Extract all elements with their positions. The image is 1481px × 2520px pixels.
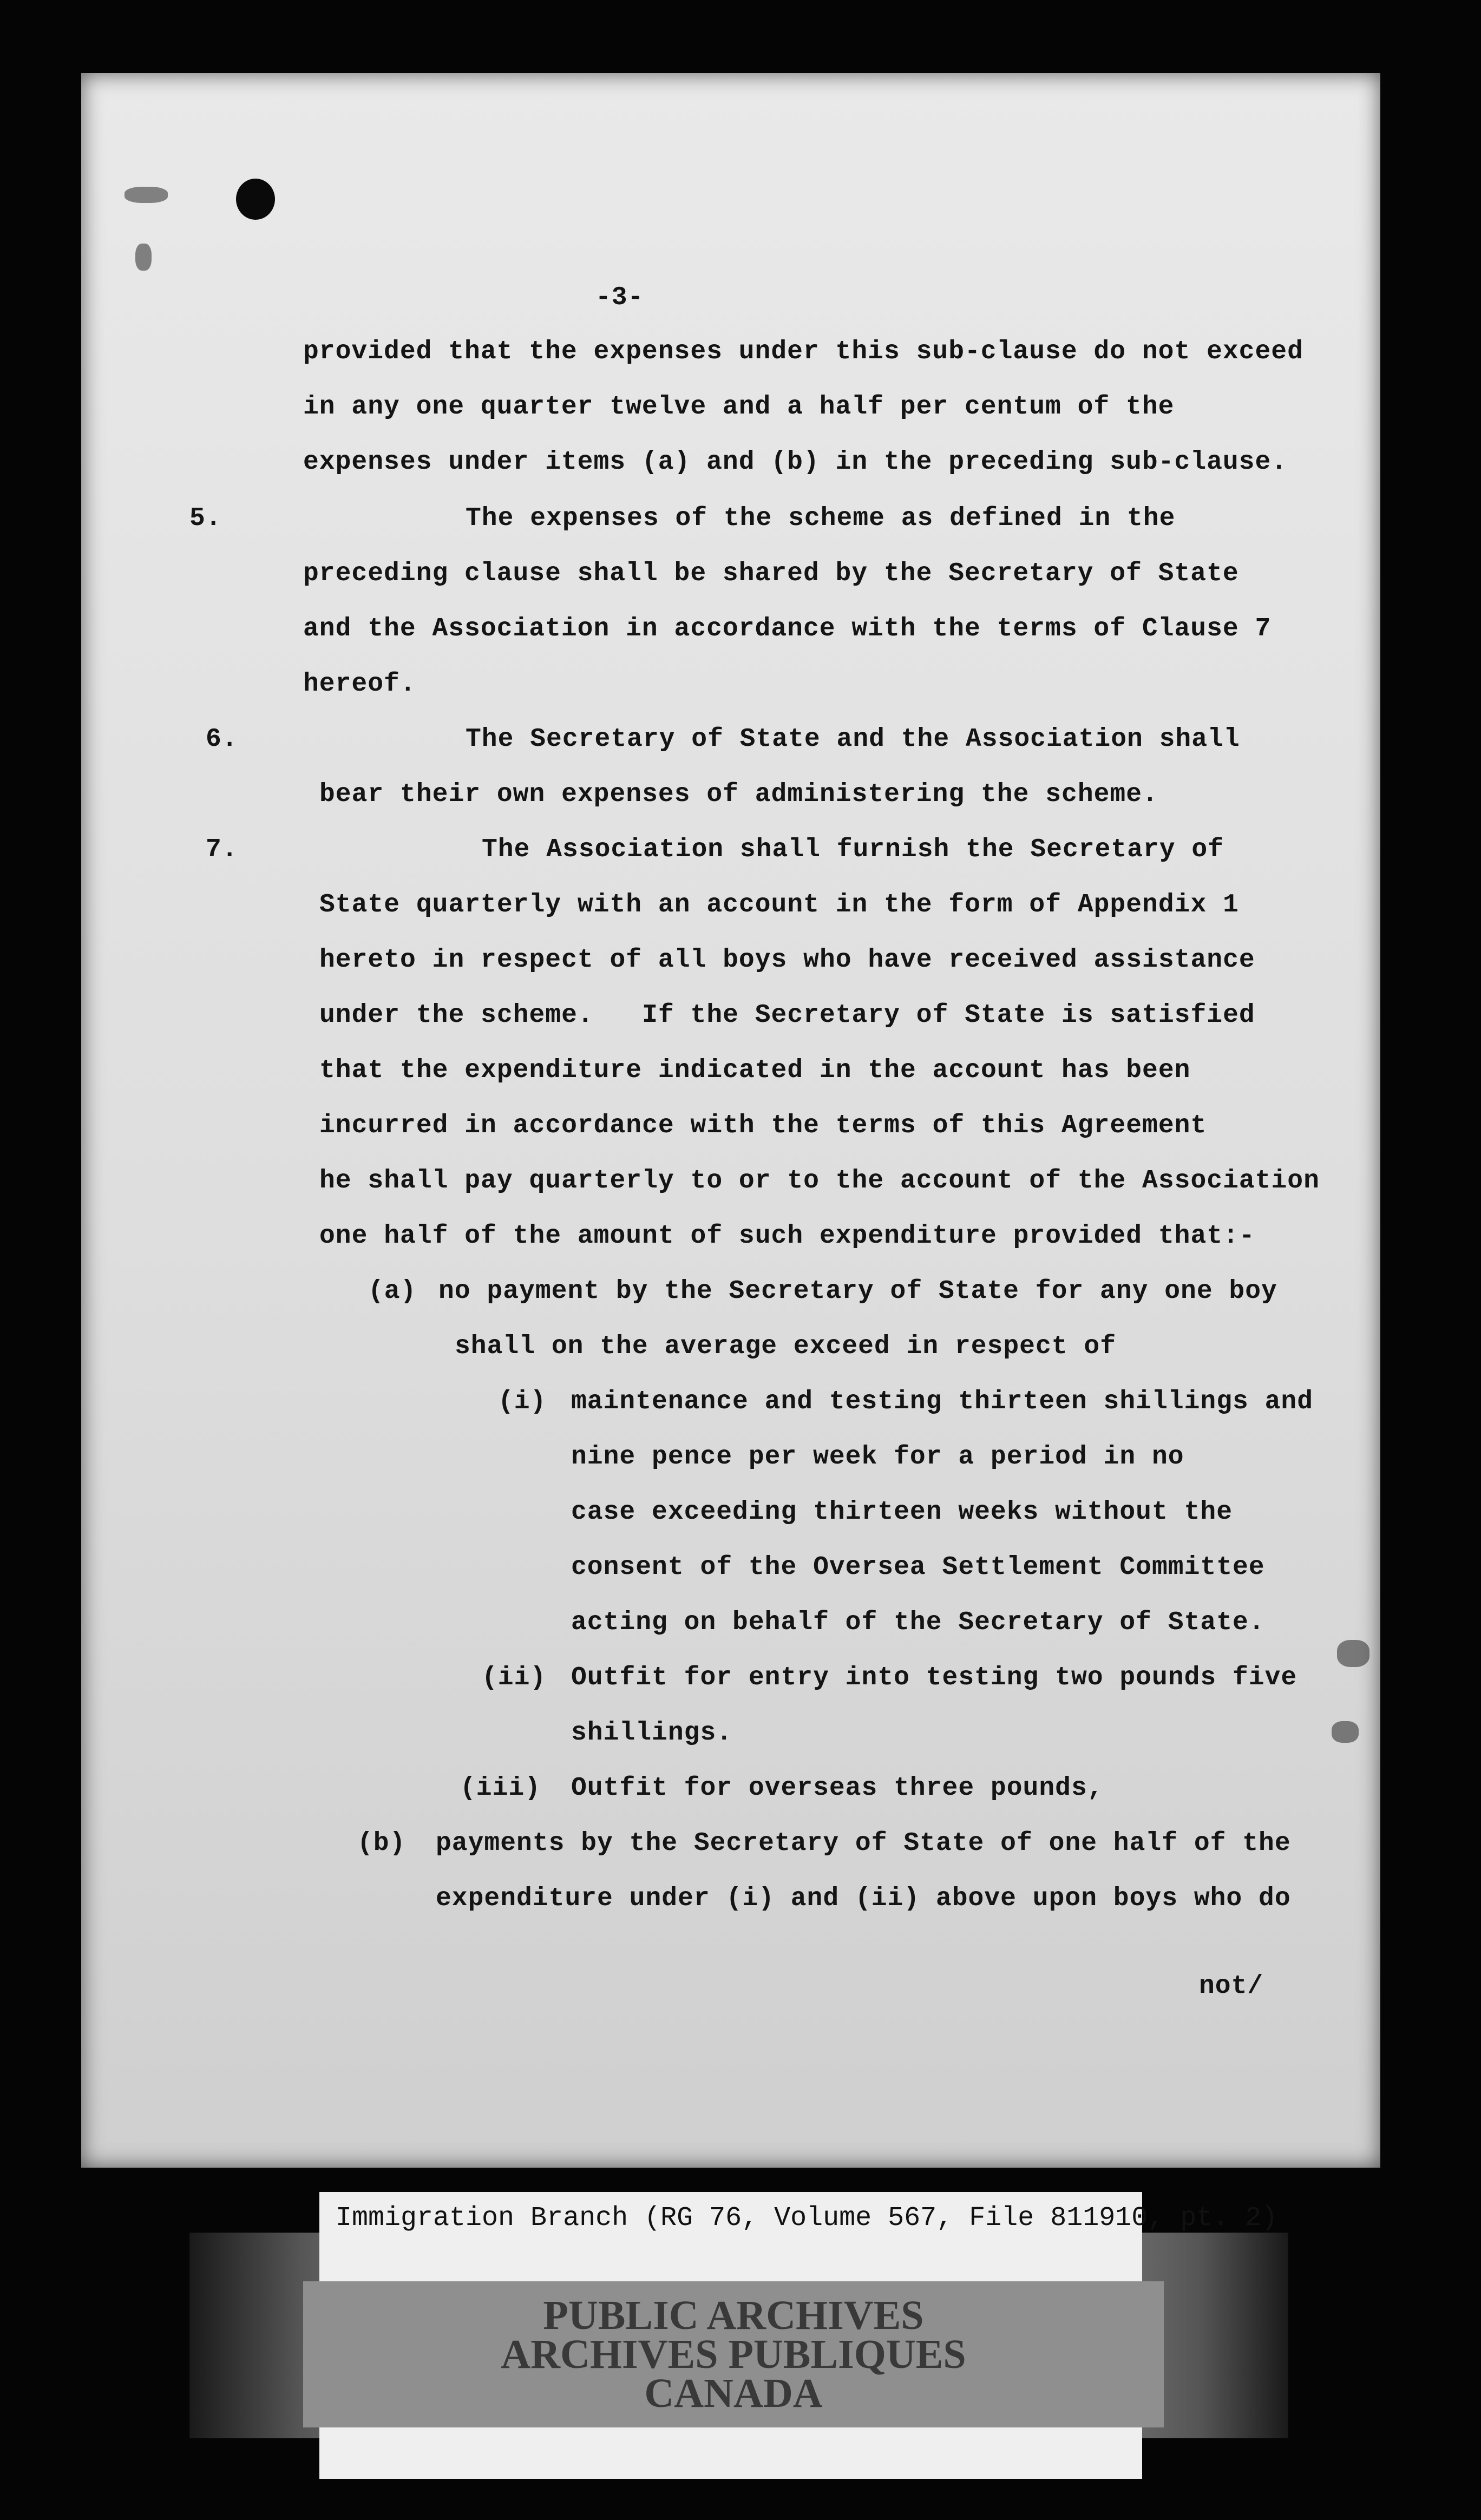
- edge-smudge: [1337, 1640, 1369, 1667]
- item-label: (ii): [482, 1663, 547, 1692]
- text-line: hereto in respect of all boys who have received assistance: [319, 946, 1255, 975]
- text-line: Outfit for entry into testing two pounds five: [571, 1663, 1297, 1692]
- text-line: shillings.: [571, 1718, 733, 1748]
- item-label: (a): [368, 1277, 417, 1306]
- item-label: (iii): [460, 1774, 541, 1803]
- text-line: acting on behalf of the Secretary of State.: [571, 1608, 1265, 1637]
- text-line: expenditure under (i) and (ii) above upon boys who do: [436, 1884, 1291, 1913]
- archive-stamp-line: ARCHIVES PUBLIQUES: [501, 2332, 966, 2377]
- text-line: one half of the amount of such expenditure provided that:-: [319, 1222, 1255, 1251]
- text-line: in any one quarter twelve and a half per centum of the: [303, 392, 1175, 422]
- text-line: consent of the Oversea Settlement Committee: [571, 1553, 1265, 1582]
- text-line: State quarterly with an account in the form of Appendix 1: [319, 890, 1239, 920]
- text-line: bear their own expenses of administering the scheme.: [319, 780, 1158, 809]
- text-line: payments by the Secretary of State of one half of the: [436, 1829, 1291, 1858]
- clause-number: 6.: [206, 725, 238, 754]
- text-line: The Association shall furnish the Secretary of: [482, 835, 1224, 864]
- archive-reference-label: Immigration Branch (RG 76, Volume 567, File 811910, pt. 2): [336, 2203, 1278, 2234]
- text-line: maintenance and testing thirteen shillings and: [571, 1387, 1314, 1416]
- text-line: and the Association in accordance with the terms of Clause 7: [303, 614, 1272, 644]
- text-line: under the scheme. If the Secretary of State is satisfied: [319, 1001, 1255, 1030]
- text-line: case exceeding thirteen weeks without the: [571, 1498, 1233, 1527]
- page-number: -3-: [595, 283, 644, 312]
- edge-smudge: [124, 187, 168, 203]
- item-label: (b): [357, 1829, 406, 1858]
- text-line: provided that the expenses under this sub-clause do not exceed: [303, 337, 1303, 366]
- text-line: The Secretary of State and the Association shall: [466, 725, 1240, 754]
- edge-smudge: [135, 244, 152, 271]
- text-line: that the expenditure indicated in the account has been: [319, 1056, 1191, 1085]
- clause-number: 7.: [206, 835, 238, 864]
- catchword: not/: [1199, 1972, 1264, 2001]
- text-line: hereof.: [303, 670, 416, 699]
- text-line: preceding clause shall be shared by the Secretary of State: [303, 559, 1239, 588]
- text-line: Outfit for overseas three pounds,: [571, 1774, 1104, 1803]
- archive-stamp-line: CANADA: [644, 2371, 823, 2416]
- text-line: The expenses of the scheme as defined in the: [466, 504, 1176, 533]
- archive-stamp-line: PUBLIC ARCHIVES: [543, 2293, 924, 2338]
- text-line: nine pence per week for a period in no: [571, 1442, 1184, 1472]
- item-label: (i): [498, 1387, 547, 1416]
- ink-blot: [236, 179, 275, 220]
- text-line: shall on the average exceed in respect of: [455, 1332, 1116, 1361]
- text-line: no payment by the Secretary of State for any one boy: [438, 1277, 1277, 1306]
- text-line: expenses under items (a) and (b) in the preceding sub-clause.: [303, 448, 1288, 477]
- edge-smudge: [1332, 1721, 1359, 1743]
- text-line: incurred in accordance with the terms of this Agreement: [319, 1111, 1207, 1140]
- clause-number: 5.: [189, 504, 222, 533]
- text-line: he shall pay quarterly to or to the account of the Association: [319, 1166, 1320, 1196]
